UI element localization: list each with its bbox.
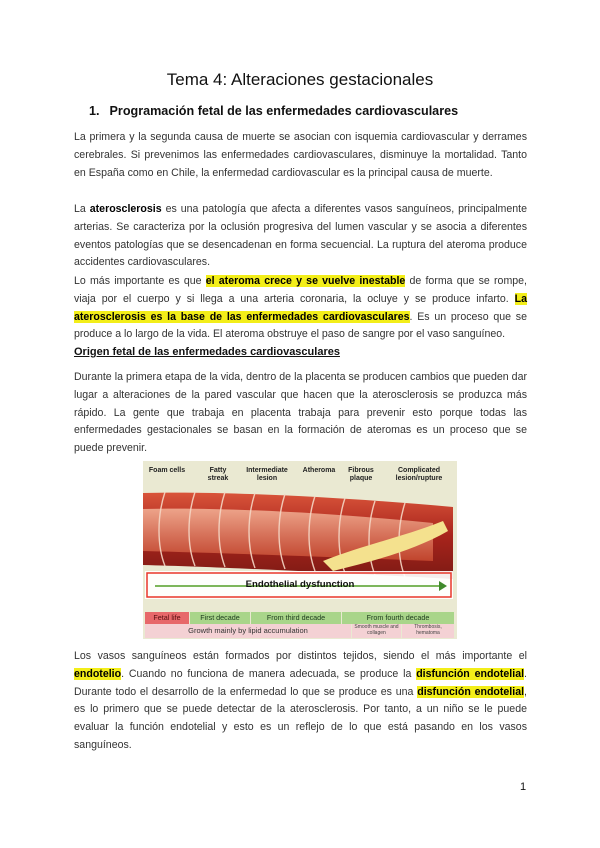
growth-smooth-muscle: Smooth muscle and collagen [354,624,399,636]
paragraph-2 [74,201,527,272]
label-complicated-lesion: Complicated lesion/rupture [395,467,443,482]
subheading: Origen fetal de las enfermedades cardiovasculares [74,346,340,358]
growth-thrombosis: Thrombosis, hematoma [414,624,442,636]
highlight-endotelio: endotelio [74,667,122,680]
paragraph-3 [74,273,527,344]
label-atheroma: Atheroma [302,467,336,474]
growth-label: Growth mainly by lipid accumulation [145,624,351,638]
endothelial-dysfunction-label: Endothelial dysfunction [245,579,355,590]
paragraph-1: La primera y la segunda causa de muerte se asocian con isquemia cardiovascular y derrames cerebrales. Si prevenimos las enfermedades cardiovasculares, disminuye la mortalidad. Tanto en España como en Chile, la enfermedad cardiovascular es la principal causa de muerte. [74,131,527,179]
stage-third-decade: From third decade [266,613,326,622]
text: . Es un proceso que se produce a lo largo de la vida. El ateroma obstruye el paso de sangre por el vaso sanguíneo. [74,310,527,341]
label-fatty-streak: Fatty streak [207,467,229,482]
highlight-disfuncion-1: disfunción endotelial [416,667,525,680]
highlight-ateroma: el ateroma crece y se vuelve inestable [205,275,406,287]
stage-fourth-decade: From fourth decade [366,613,430,622]
page-number: 1 [520,781,527,793]
text: Los vasos sanguíneos están formados por distintos tejidos, siendo el más importante el [74,650,527,662]
stage-first-decade: First decade [200,613,240,622]
term-aterosclerosis: aterosclerosis [89,203,162,215]
paragraph-4: Durante la primera etapa de la vida, dentro de la placenta se producen cambios que pueden dar lugar a alteraciones de la pared vascular que hacen que la aterosclerosis se produzca más rápido. La gente que trabaja en placenta trabaja para prevenir esto porque todas las enfermedades gestacionales se basan en la formación de ateromas es un proceso que se puede prevenir. [74,371,527,455]
highlight-disfuncion-2: disfunción endotelial [417,685,525,698]
text: Lo más importante es que [74,275,206,287]
text: , es lo primero que se puede detectar de la aterosclerosis. Por tanto, a un niño se le puede evaluar la función endotelial y esto es un reflejo de lo que está pasando en los vasos sanguíneos. [74,685,527,751]
atherosclerosis-figure [143,461,457,639]
text: de forma que se rompe, viaja por el cuerpo y si llega a una arteria coronaria, la ocluye y se produce infarto. [74,275,527,305]
section-heading [89,104,458,118]
label-fibrous-plaque: Fibrous plaque [348,467,374,482]
text: La [74,203,90,215]
text: . Durante todo el desarrollo de la enfermedad lo que se produce es una [74,667,527,698]
label-foam-cells: Foam cells [148,467,186,474]
text: . Cuando no funciona de manera adecuada, se produce la [121,667,417,680]
paragraph-5 [74,648,527,755]
section-number: 1. [89,104,100,118]
page-title: Tema 4: Alteraciones gestacionales [166,70,434,89]
label-intermediate-lesion: Intermediate lesion [246,467,288,482]
section-title: Programación fetal de las enfermedades cardiovasculares [109,104,459,118]
text: es una patología que afecta a diferentes vasos sanguíneos, principalmente arterias. Se caracteriza por la oclusión progresiva del lumen vascular y se asocia a diferentes eventos patologías que se desencadenan en forma secuencial. La ruptura del ateroma produce accidentes cardiovasculares. [74,203,527,269]
stage-fetal-life: Fetal life [153,613,181,622]
highlight-base: La aterosclerosis es la base de las enfermedades cardiovasculares [74,292,527,323]
